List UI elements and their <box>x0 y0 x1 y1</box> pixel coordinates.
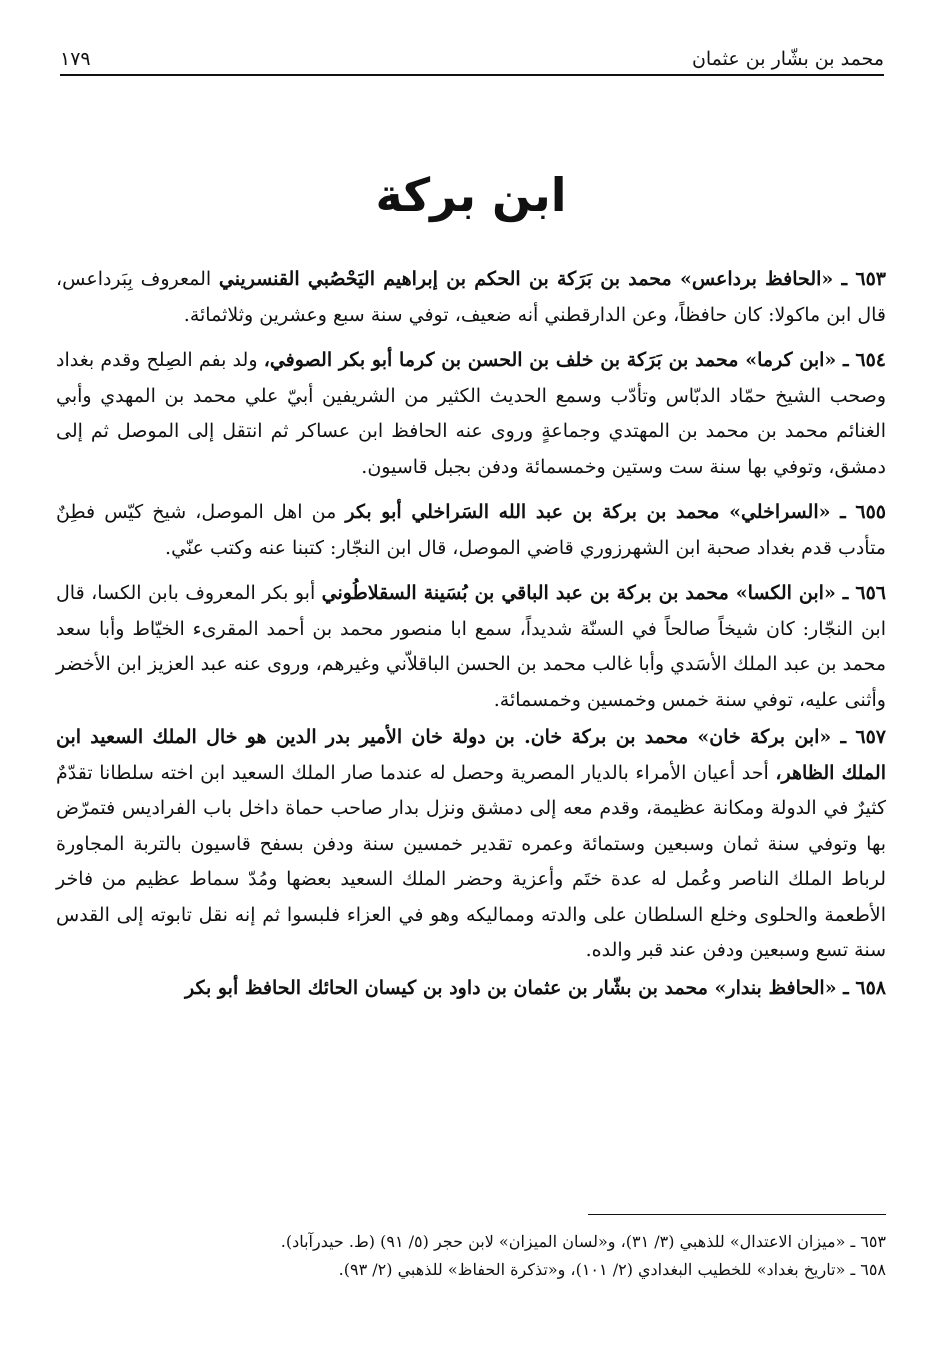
running-title: محمد بن بشّار بن عثمان <box>691 48 884 70</box>
entry-text: من اهل الموصل، شيخ كيّس فطِنٌ متأدب قدم بغداد صحبة ابن الشهرزوري قاضي الموصل، قال ابن النجّار: كتبنا عنه وكتب عنّي. <box>56 501 886 559</box>
entry-656 <box>56 576 886 718</box>
entry-text: أبو بكر المعروف بابن الكسا، قال ابن النجّار: كان شيخاً صالحاً في السنّة شديداً، سمع ابا منصور محمد بن أحمد المقرىء الخيّاط وأبا سعد محمد بن عبد الملك الأسَدي وأبا غالب محمد بن الحسن الباقلاّني وغيرهم، وروى عنه عبد العزيز ابن الأخضر وأثنى عليه، توفي سنة خمس وخمسين وخمسمائة. <box>56 582 886 711</box>
entry-658 <box>56 971 886 1007</box>
entry-heading: ٦٥٤ ـ «ابن كرما» محمد بن بَرَكة بن خلف بن الحسن بن كرما أبو بكر الصوفي، <box>263 349 886 371</box>
entries-list <box>56 262 886 1016</box>
entry-text: ولد بفم الصِلح وقدم بغداد وصحب الشيخ حمّاد الدبّاس وتأدّب وسمع الحديث الكثير من الشريفين أبيّ علي محمد بن المهدي وأبي الغنائم محمد بن محمد بن المهتدي وجماعةٍ وروى عنه الحافظ ابن عساكر ثم انتقل إلى الموصل ثم إلى دمشق، وتوفي بها سنة ست وستين وخمسمائة ودفن بجبل قاسيون. <box>56 349 886 478</box>
entry-text: المعروف بِبَرداعس، قال ابن ماكولا: كان حافظاً، وعن الدارقطني أنه ضعيف، توفي سنة سبع وعشرين وثلاثمائة. <box>56 268 886 326</box>
entry-heading: ٦٥٦ ـ «ابن الكسا» محمد بن بركة بن عبد الباقي بن بُسَينة السقلاطُوني <box>321 582 886 604</box>
footnote-divider <box>588 1214 886 1215</box>
entry-657 <box>56 720 886 969</box>
entry-heading: ٦٥٧ ـ «ابن بركة خان» محمد بن بركة خان. بن دولة خان الأمير بدر الدين هو خال الملك السعيد ابن الملك الظاهر، <box>56 726 886 784</box>
entry-heading: ٦٥٣ ـ «الحافظ برداعس» محمد بن بَرَكة بن الحكم بن إبراهيم اليَحْصُبي القنسريني <box>218 268 886 290</box>
entry-heading: ٦٥٥ ـ «السراخلي» محمد بن بركة بن عبد الله السَراخلي أبو بكر <box>345 501 886 523</box>
entry-655 <box>56 495 886 566</box>
page-number: ١٧٩ <box>60 48 91 70</box>
entry-text: أحد أعيان الأمراء بالديار المصرية وحصل له عندما صار الملك السعيد ابن اخته سلطانا تقدّمٌ كثيرٌ في الدولة ومكانة عظيمة، وقدم معه إلى دمشق ونزل بدار صاحب حماة داخل باب الفراديس فتمرّض بها وتوفي سنة ثمان وسبعين وستمائة وعمره تقدير خمسين سنة ودفن بسفح قاسيون بالتربة المجاورة لرباط الملك الناصر وعُمل له عدة ختَم وأعزية وحضر الملك السعيد بعضها ومُدّ سماط عظيم من فاخر الأطعمة والحلوى وخلع السلطان على والدته ومماليكه وهو في العزاء فلبسوا ثم إنه نقل تابوته إلى القدس سنة تسع وسبعين ودفن عند قبر والده. <box>56 761 886 961</box>
footnote-658: ٦٥٨ ـ «تاريخ بغداد» للخطيب البغدادي (٢/ ١٠١)، و«تذكرة الحفاظ» للذهبي (٢/ ٩٣). <box>338 1260 886 1279</box>
footnotes <box>56 1228 886 1284</box>
entry-heading: ٦٥٨ ـ «الحافظ بندار» محمد بن بشّار بن عثمان بن داود بن كيسان الحائك الحافظ أبو بكر <box>184 976 886 999</box>
entry-654 <box>56 343 886 485</box>
entry-653 <box>56 262 886 333</box>
chapter-title: ابن بركة <box>375 168 567 222</box>
running-header <box>60 30 884 76</box>
footnote-653: ٦٥٣ ـ «ميزان الاعتدال» للذهبي (٣/ ٣١)، و«لسان الميزان» لابن حجر (٥/ ٩١) (ط. حيدرآباد). <box>280 1232 886 1251</box>
